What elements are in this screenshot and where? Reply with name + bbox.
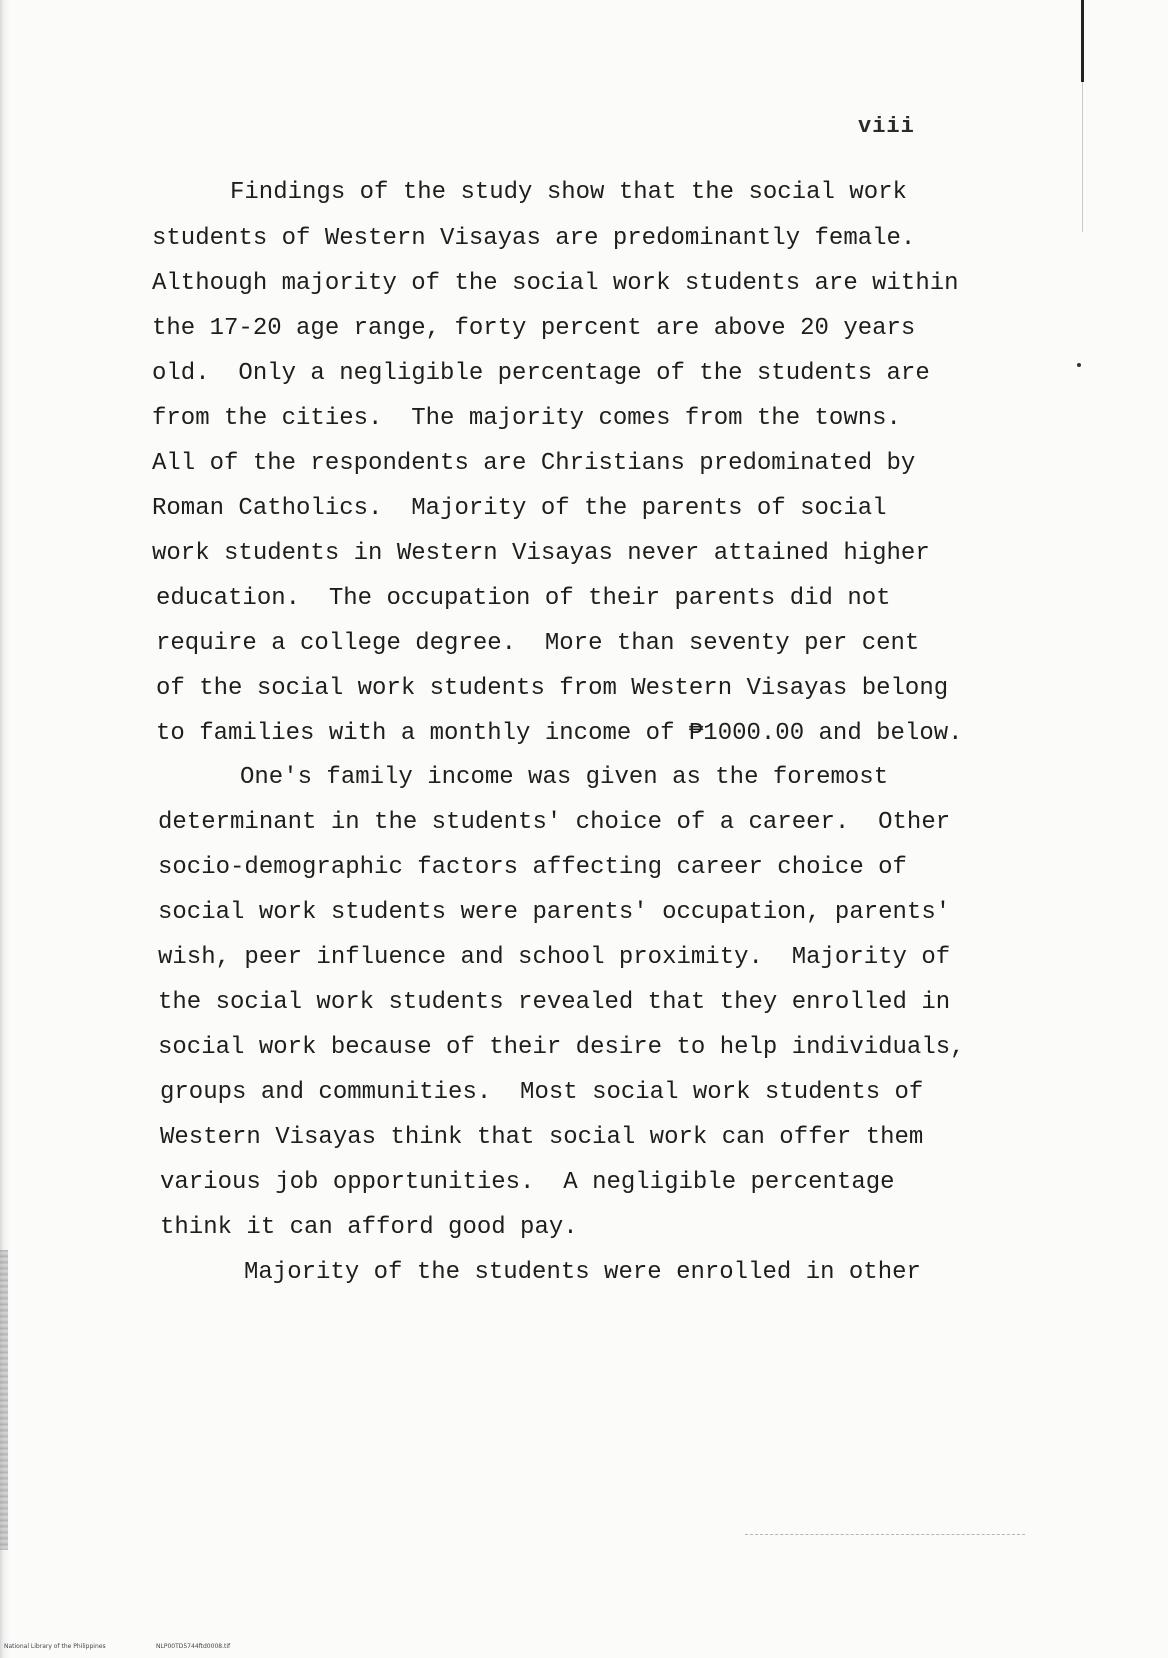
scan-right-rule-faint xyxy=(1082,82,1083,232)
text-line: social work students were parents' occupation, parents' xyxy=(158,899,951,926)
scan-speck xyxy=(1077,363,1081,367)
text-line: Roman Catholics. Majority of the parents of social xyxy=(152,495,887,522)
text-line: require a college degree. More than seventy per cent xyxy=(156,630,920,657)
text-line: students of Western Visayas are predominantly female. xyxy=(152,225,916,252)
page-number: viii xyxy=(858,114,915,139)
footer-credit: National Library of the Philippines xyxy=(4,1643,106,1650)
text-line: socio-demographic factors affecting career choice of xyxy=(158,854,907,881)
text-line: old. Only a negligible percentage of the students are xyxy=(152,360,930,387)
text-line: Western Visayas think that social work can offer them xyxy=(160,1124,924,1151)
scan-bottom-rule xyxy=(745,1534,1025,1536)
footer-file-id: NLP00TD5744ftd0008.tif xyxy=(156,1643,231,1650)
text-line: One's family income was given as the foremost xyxy=(240,764,889,791)
scan-binding-shadow xyxy=(0,1250,8,1550)
text-line: Majority of the students were enrolled in other xyxy=(244,1259,921,1286)
text-line: determinant in the students' choice of a career. Other xyxy=(158,809,951,836)
text-line: various job opportunities. A negligible percentage xyxy=(160,1169,895,1196)
text-line: to families with a monthly income of ₱1000.00 and below. xyxy=(156,720,963,747)
text-line: think it can afford good pay. xyxy=(160,1214,578,1241)
text-line: groups and communities. Most social work students of xyxy=(160,1079,924,1106)
text-line: Although majority of the social work students are within xyxy=(152,270,959,297)
text-line: the 17-20 age range, forty percent are above 20 years xyxy=(152,315,916,342)
text-line: from the cities. The majority comes from the towns. xyxy=(152,405,901,432)
text-line: Findings of the study show that the social work xyxy=(230,179,907,206)
text-line: work students in Western Visayas never attained higher xyxy=(152,540,930,567)
text-line: the social work students revealed that they enrolled in xyxy=(158,989,951,1016)
text-line: education. The occupation of their parents did not xyxy=(156,585,891,612)
text-line: wish, peer influence and school proximity. Majority of xyxy=(158,944,951,971)
text-line: social work because of their desire to help individuals, xyxy=(158,1034,965,1061)
scan-right-rule xyxy=(1081,0,1084,82)
text-line: All of the respondents are Christians predominated by xyxy=(152,450,916,477)
text-line: of the social work students from Western Visayas belong xyxy=(156,675,949,702)
